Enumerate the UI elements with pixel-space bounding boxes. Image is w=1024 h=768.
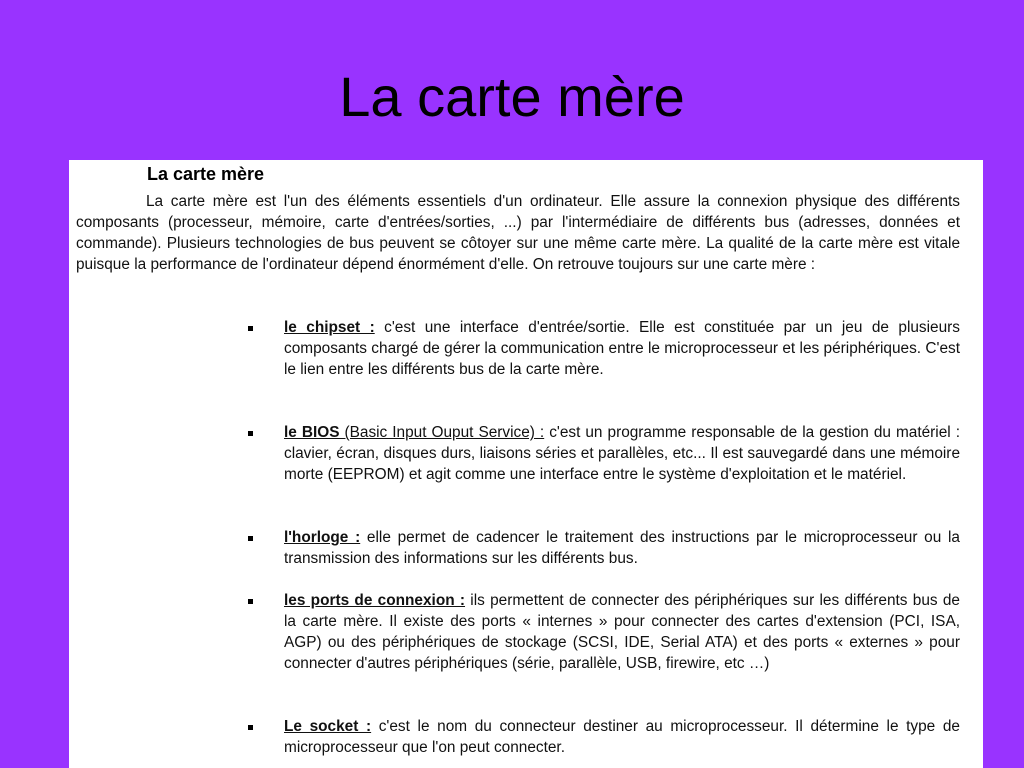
list-item-text [284,716,960,758]
bullet-list [69,160,983,768]
list-item-body: c'est un programme responsable de la gestion du matériel : clavier, écran, disques durs, liaisons séries et parallèles, etc... Il est sauvegardé dans une mémoire morte (EEPROM) et agit comme une interface entre le système d'exploitation et le matériel. [284,424,960,483]
scanned-document [69,160,983,768]
slide-title: La carte mère [339,65,685,128]
list-item-body: ils permettent de connecter des périphériques sur les différents bus de la carte mère. Il existe des ports « internes » pour connecter des cartes d'extension (PCI, ISA, AGP) ou des périphériques de stockage (SCSI, IDE, Serial ATA) et des ports « externes » pour connecter d'autres périphériques (série, parallèle, USB, firewire, etc …) [284,592,960,672]
bullet-icon [248,431,253,436]
bullet-icon [248,326,253,331]
list-item-body: c'est une interface d'entrée/sortie. Elle est constituée par un jeu de plusieurs composants chargé de gérer la communication entre le microprocesseur et les périphériques. C'est le lien entre les différents bus de la carte mère. [284,319,960,378]
list-item-body: elle permet de cadencer le traitement des instructions par le microprocesseur ou la transmission des informations sur les différents bus. [284,529,960,567]
list-item-body: c'est le nom du connecteur destiner au microprocesseur. Il détermine le type de microprocesseur que l'on peut connecter. [284,718,960,756]
list-item-term: le chipset : [284,319,375,336]
list-item-text [284,590,960,674]
list-item-term: le BIOS [284,424,340,441]
list-item-term: l'horloge : [284,529,361,546]
document-heading: La carte mère [147,164,265,184]
list-item-term: Le socket : [284,718,372,735]
list-item-term: les ports de connexion : [284,592,466,609]
bullet-icon [248,599,253,604]
list-item-text [284,317,960,380]
bullet-icon [248,725,253,730]
list-item-text [284,422,960,485]
list-item-subterm: (Basic Input Ouput Service) : [339,424,545,441]
intro-paragraph: La carte mère est l'un des éléments essentiels d'un ordinateur. Elle assure la connexion physique des différents composants (processeur, mémoire, carte d'entrées/sorties, ...) par l'intermédiaire de différents bus (adresses, données et commande). Plusieurs technologies de bus peuvent se côtoyer sur une même carte mère. La qualité de la carte mère est vitale puisque la performance de l'ordinateur dépend énormément d'elle. On retrouve toujours sur une carte mère : [76,193,960,273]
bullet-icon [248,536,253,541]
list-item-text [284,527,960,569]
